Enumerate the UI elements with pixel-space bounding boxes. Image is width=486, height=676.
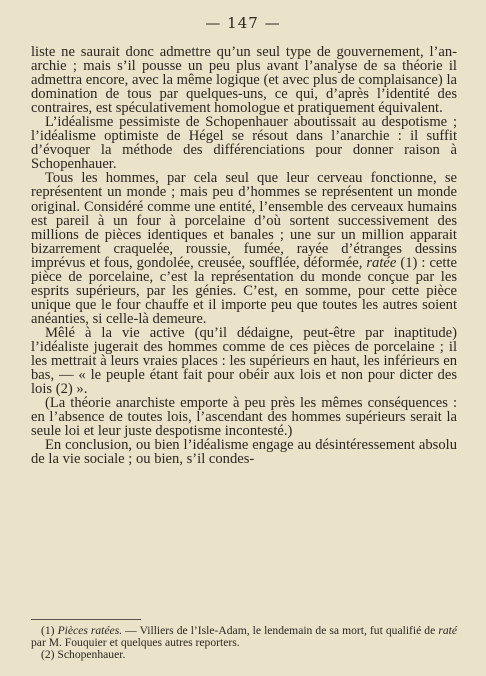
footnotes	[31, 625, 457, 661]
page-number: — 147 —	[205, 14, 281, 32]
paragraph-3-text-a: Tous les hommes, par cela seul que leur cerveau fonctionne, se représentent un monde ; mais peu d’hommes se représentent un monde original. Considéré comme une entité, l’ensemble des cerveaux humains est pareil à un four à porcelaine d’où sortent successivement des millions de pièces identiques et banales ; une sur un million apparait bizarrement craquelée, roussie, fumée, rayée d’étranges dessins imprévus et fous, gondolée, creusée, soufflée, déformée,	[31, 170, 457, 271]
paragraph-3	[31, 171, 457, 326]
paragraph-1: liste ne saurait donc admettre qu’un seul type de gouvernement, l’an-archie ; mais s’il pousse un peu plus avant l’analyse de sa théorie il admettra encore, avec la même logique (et avec plus de complaisance) la domination de tous par quelques-uns, ce qui, d’après l’identité des contraires, est spéculativement homologue et pratiquement équivalent.	[31, 44, 457, 117]
paragraph-3-text-b: (1) : cette pièce de porcelaine, c’est la représentation du monde conçue par les esprits supérieurs, par les génies. C’est, en somme, pour cette pièce unique que le four chauffe et il importe peu que toutes les autres soient anéanties, si celle-là demeure.	[31, 254, 457, 327]
paragraph-2: L’idéalisme pessimiste de Schopenhauer aboutissait au despotisme ; l’idéalisme optimiste de Hégel se résout dans l’anarchie : il suffit d’évoquer la méthode des différenciations pour donner raison à Schopenhauer.	[31, 114, 457, 173]
footnote-2-text: Schopenhauer.	[57, 648, 126, 661]
footnote-2-marker: (2)	[41, 648, 58, 661]
italic-ratee: ratée	[366, 254, 397, 271]
footnote-1-text-a: — Villiers de l’Isle-Adam, le lendemain de sa mort, fut qualifié de	[122, 624, 439, 637]
paragraph-5: (La théorie anarchiste emporte à peu près les mêmes conséquences : en l’absence de toutes lois, l’ascendant des hommes supérieurs serait la seule loi et leur juste despotisme incontesté.)	[31, 395, 457, 440]
paragraph-6: En conclusion, ou bien l’idéalisme engage au désintéressement absolu de la vie sociale ; ou bien, s’il condes-	[31, 437, 457, 468]
footnote-1-text-b: par M. Fouquier et quelques autres reporters.	[31, 636, 240, 649]
footnote-1-italic-word: raté	[438, 624, 457, 637]
footnote-1-marker: (1)	[41, 624, 58, 637]
footnote-1-title: Pièces ratées.	[57, 624, 123, 637]
footnote-2	[31, 649, 457, 661]
footnote-1	[31, 625, 457, 649]
body-text	[31, 45, 457, 466]
footnote-divider	[31, 619, 141, 620]
paragraph-4: Mêlé à la vie active (qu’il dédaigne, peut-être par inaptitude) l’idéaliste jugerait des hommes comme de ces pièces de porcelaine ; il les mettrait à leurs vraies places : les supérieurs en haut, les inférieurs en bas, — « le peuple étant fait pour obéir aux lois et non pour dicter des lois (2) ».	[31, 324, 457, 398]
